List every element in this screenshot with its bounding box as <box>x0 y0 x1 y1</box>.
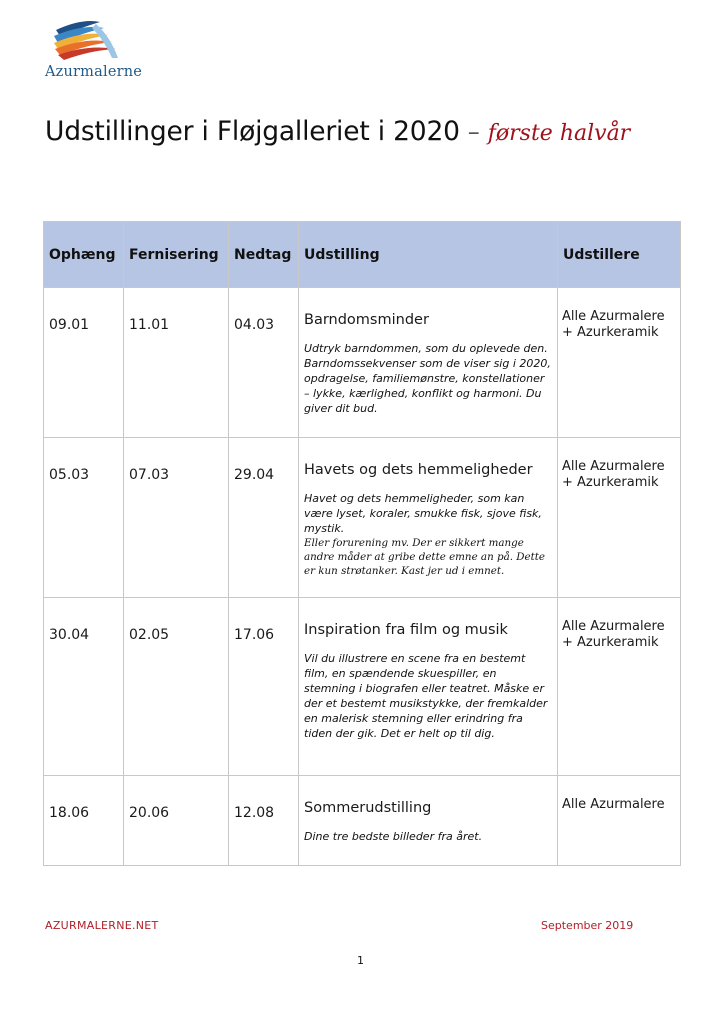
sail-logo-icon <box>52 16 122 64</box>
header-udstillere: Udstillere <box>558 222 681 288</box>
page-title <box>45 116 630 147</box>
exhibition-description: Havet og dets hemmeligheder, som kan være lyset, koraler, smukke fisk, sjove fisk, mystik. <box>304 492 542 535</box>
exhibition-description: Vil du illustrere en scene fra en bestemt film, en spændende skuespiller, en stemning i biografen eller teatret. Måske er der et bestemt musikstykke, der fremkalder en malerisk stemning eller erindring fra tiden der gik. Det er helt op til dig. <box>304 652 548 740</box>
cell-nedtag: 12.08 <box>229 776 299 866</box>
cell-udstillere: Alle Azurmalere + Azurkeramik <box>558 598 681 776</box>
title-main: Udstillinger i Fløjgalleriet i 2020 <box>45 116 460 147</box>
cell-fernisering: 07.03 <box>124 438 229 598</box>
header-ophaeng: Ophæng <box>44 222 124 288</box>
exhibition-title: Havets og dets hemmeligheder <box>304 462 533 478</box>
brand-logo <box>40 16 143 86</box>
cell-udstillere: Alle Azurmalere <box>558 776 681 866</box>
cell-nedtag: 29.04 <box>229 438 299 598</box>
header-fernisering: Fernisering <box>124 222 229 288</box>
exhibition-description: Dine tre bedste billeder fra året. <box>304 830 483 843</box>
exhibition-description: Udtryk barndommen, som du oplevede den. Barndomssekvenser som de viser sig i 2020, opdragelse, familiemønstre, konstellationer – lykke, kærlighed, konflikt og harmoni. Du giver dit bud. <box>304 342 551 415</box>
table-row <box>44 438 681 598</box>
exhibition-title: Barndomsminder <box>304 312 429 328</box>
exhibition-title: Inspiration fra film og musik <box>304 622 508 638</box>
exhibition-note: Eller forurening mv. Der er sikkert mange andre måder at gribe dette emne an på. Dette er kun strøtanker. Kast jer ud i emnet. <box>304 537 545 577</box>
table-header-row <box>44 222 681 288</box>
cell-udstilling <box>299 288 558 438</box>
brand-name: Azurmalerne <box>45 64 143 80</box>
exhibition-table <box>43 221 681 866</box>
cell-ophaeng: 18.06 <box>44 776 124 866</box>
cell-fernisering: 11.01 <box>124 288 229 438</box>
cell-fernisering: 20.06 <box>124 776 229 866</box>
footer-date: September 2019 <box>541 919 634 932</box>
cell-udstillere: Alle Azurmalere + Azurkeramik <box>558 288 681 438</box>
footer-website: AZURMALERNE.NET <box>45 919 159 932</box>
title-dash: – <box>467 118 480 146</box>
cell-udstilling <box>299 776 558 866</box>
table-row <box>44 598 681 776</box>
cell-nedtag: 17.06 <box>229 598 299 776</box>
cell-nedtag: 04.03 <box>229 288 299 438</box>
header-udstilling: Udstilling <box>299 222 558 288</box>
cell-ophaeng: 05.03 <box>44 438 124 598</box>
header-nedtag: Nedtag <box>229 222 299 288</box>
page-number: 1 <box>357 954 364 967</box>
cell-udstilling <box>299 598 558 776</box>
cell-fernisering: 02.05 <box>124 598 229 776</box>
table-row <box>44 288 681 438</box>
cell-ophaeng: 30.04 <box>44 598 124 776</box>
table-row <box>44 776 681 866</box>
exhibition-title: Sommerudstilling <box>304 800 432 816</box>
cell-udstillere: Alle Azurmalere + Azurkeramik <box>558 438 681 598</box>
title-subtitle: første halvår <box>487 121 631 146</box>
cell-ophaeng: 09.01 <box>44 288 124 438</box>
cell-udstilling <box>299 438 558 598</box>
